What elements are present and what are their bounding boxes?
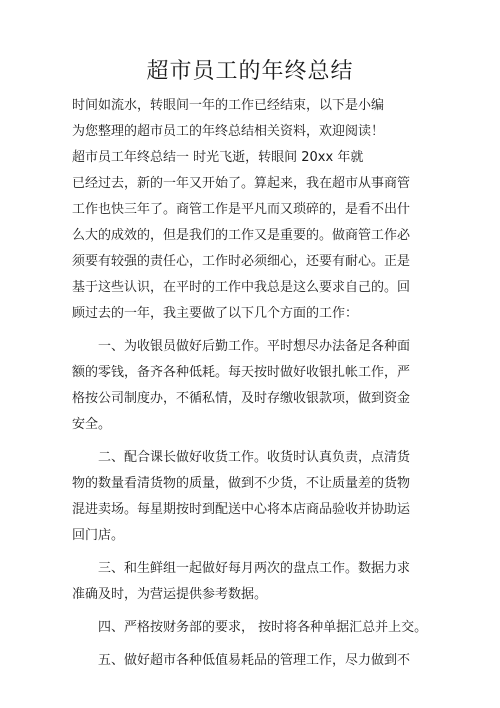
section-1-line: 安全。: [72, 417, 112, 432]
section-5-line: 五、做好超市各种低值易耗品的管理工作，尽力做到不: [98, 653, 411, 668]
paragraph-line: 工作也快三年了。商管工作是平凡而又琐碎的，是看不出什: [72, 202, 411, 217]
section-2-line: 回门店。: [72, 528, 125, 543]
section-2-line: 二、配合课长做好收货工作。收货时认真负责，点清货: [98, 450, 411, 465]
section-3-line: 准确及时，为营运提供参考数据。: [72, 587, 268, 602]
paragraph-line: 么大的成效的，但是我们的工作又是重要的。做商管工作必: [72, 228, 411, 243]
paragraph-line: 时间如流水，转眼间一年的工作已经结束，以下是小编: [72, 98, 385, 113]
document-body: [72, 93, 434, 674]
document-title: 超市员工的年终总结: [146, 59, 354, 84]
section-2-line: 混进卖场。每星期按时到配送中心将本店商品验收并协助运: [72, 502, 411, 517]
paragraph-line: 顾过去的一年，我主要做了以下几个方面的工作：: [72, 306, 359, 321]
paragraph-line: 须要有较强的责任心，工作时必须细心，还要有耐心。正是: [72, 254, 411, 269]
paragraph-line: 超市员工年终总结一 时光飞逝，转眼间 20xx 年就: [72, 150, 364, 165]
paragraph-line: 为您整理的超市员工的年终总结相关资料，欢迎阅读！: [72, 124, 385, 139]
paragraph-line: 已经过去，新的一年又开始了。算起来，我在超市从事商管: [72, 176, 411, 191]
paragraph-line: 基于这些认识，在平时的工作中我总是这么要求自己的。回: [72, 280, 411, 295]
section-2-line: 物的数量看清货物的质量，做到不少货，不让质量差的货物: [72, 476, 411, 491]
section-1-line: 格按公司制度办，不循私情，及时存缴收银款项，做到资金: [72, 391, 411, 406]
section-1-line: 额的零钱，备齐各种低耗。每天按时做好收银扎帐工作，严: [72, 365, 411, 380]
section-4-line: 四、严格按财务部的要求， 按时将各种单据汇总并上交。: [98, 620, 428, 635]
section-3-line: 三、和生鲜组一起做好每月两次的盘点工作。数据力求: [98, 561, 411, 576]
section-1-line: 一、为收银员做好后勤工作。平时想尽办法备足各种面: [98, 339, 411, 354]
